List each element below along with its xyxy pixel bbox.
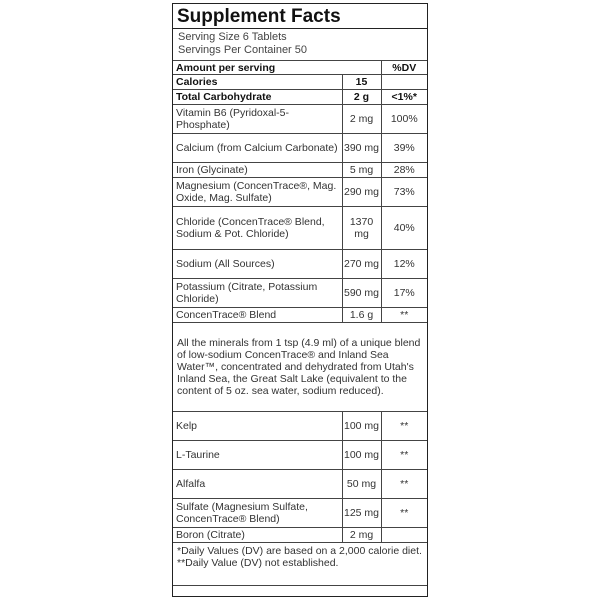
nutrient-amount: 2 g [342, 90, 381, 105]
nutrient-row [173, 90, 427, 105]
nutrient-name: Alfalfa [173, 470, 342, 499]
nutrient-name: Boron (Citrate) [173, 528, 342, 543]
supplement-facts-panel [172, 3, 428, 597]
nutrient-row [173, 207, 427, 250]
servings-per-container: Servings Per Container 50 [178, 44, 308, 56]
serving-size: Serving Size 6 Tablets [178, 31, 287, 43]
dv-header: %DV [381, 61, 427, 75]
blend-description: All the minerals from 1 tsp (4.9 ml) of a unique blend of low-sodium ConcenTrace® and Inland Sea Water™, concentrated and dehydrated from Utah's Inland Sea, the Great Salt Lake (equivalent to the content of 5 oz. sea water, sodium reduced). [173, 323, 427, 412]
nutrient-amount: 390 mg [342, 134, 381, 163]
nutrient-dv [381, 528, 427, 543]
nutrient-amount: 50 mg [342, 470, 381, 499]
nutrient-dv [381, 75, 427, 90]
nutrient-dv: 17% [381, 279, 427, 308]
nutrient-amount: 2 mg [342, 528, 381, 543]
nutrient-name: Potassium (Citrate, Potassium Chloride) [173, 279, 342, 308]
nutrient-name: ConcenTrace® Blend [173, 308, 342, 323]
nutrient-row [173, 250, 427, 279]
nutrient-amount: 125 mg [342, 499, 381, 528]
nutrient-amount: 590 mg [342, 279, 381, 308]
nutrient-row [173, 499, 427, 528]
nutrient-dv: 73% [381, 178, 427, 207]
nutrient-name: Total Carbohydrate [173, 90, 342, 105]
nutrient-amount: 270 mg [342, 250, 381, 279]
serving-info [173, 29, 427, 60]
nutrient-name: Calcium (from Calcium Carbonate) [173, 134, 342, 163]
nutrient-dv: ** [381, 441, 427, 470]
blend-description-row [173, 323, 427, 412]
nutrient-amount: 1.6 g [342, 308, 381, 323]
footnotes [173, 543, 427, 586]
panel-title: Supplement Facts [173, 4, 427, 29]
footnote-not-established: **Daily Value (DV) not established. [177, 557, 339, 569]
nutrient-name: Calories [173, 75, 342, 90]
nutrient-row [173, 441, 427, 470]
nutrient-row [173, 279, 427, 308]
nutrient-name: Magnesium (ConcenTrace®, Mag. Oxide, Mag. Sulfate) [173, 178, 342, 207]
nutrient-dv: ** [381, 412, 427, 441]
nutrient-dv: ** [381, 470, 427, 499]
nutrient-dv: 40% [381, 207, 427, 250]
nutrient-row [173, 163, 427, 178]
nutrient-name: Sulfate (Magnesium Sulfate, ConcenTrace® Blend) [173, 499, 342, 528]
nutrient-amount: 100 mg [342, 412, 381, 441]
nutrient-amount: 100 mg [342, 441, 381, 470]
nutrient-name: Iron (Glycinate) [173, 163, 342, 178]
nutrient-row [173, 134, 427, 163]
nutrient-amount: 2 mg [342, 105, 381, 134]
table-header [173, 61, 427, 75]
nutrient-row [173, 178, 427, 207]
nutrient-row [173, 470, 427, 499]
nutrient-name: Kelp [173, 412, 342, 441]
nutrient-row [173, 105, 427, 134]
nutrient-name: Vitamin B6 (Pyridoxal-5-Phosphate) [173, 105, 342, 134]
nutrient-dv: ** [381, 308, 427, 323]
nutrient-name: Sodium (All Sources) [173, 250, 342, 279]
nutrient-amount: 1370 mg [342, 207, 381, 250]
nutrient-dv: 28% [381, 163, 427, 178]
footnotes-row [173, 543, 427, 586]
amount-per-serving-header: Amount per serving [173, 61, 381, 75]
footnote-daily-values: *Daily Values (DV) are based on a 2,000 calorie diet. [177, 545, 422, 557]
nutrient-dv: 100% [381, 105, 427, 134]
facts-table [173, 60, 427, 586]
nutrient-row [173, 75, 427, 90]
nutrient-dv: 39% [381, 134, 427, 163]
nutrient-amount: 5 mg [342, 163, 381, 178]
nutrient-row [173, 412, 427, 441]
nutrient-row [173, 528, 427, 543]
nutrient-amount: 15 [342, 75, 381, 90]
nutrient-dv: 12% [381, 250, 427, 279]
nutrient-dv: ** [381, 499, 427, 528]
nutrient-name: Chloride (ConcenTrace® Blend, Sodium & Pot. Chloride) [173, 207, 342, 250]
nutrient-amount: 290 mg [342, 178, 381, 207]
nutrient-row [173, 308, 427, 323]
nutrient-name: L-Taurine [173, 441, 342, 470]
nutrient-dv: <1%* [381, 90, 427, 105]
